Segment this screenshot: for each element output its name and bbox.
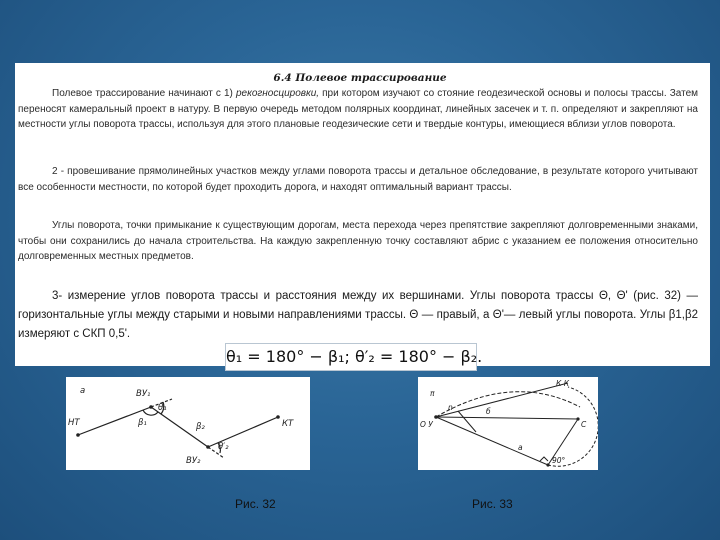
- fig32-point-vu1: [149, 405, 153, 409]
- angle-formula: θ₁ = 180° − β₁; θ′₂ = 180° − β₂.: [225, 343, 477, 371]
- paragraph-reconnaissance-prefix: Полевое трассирование начинают с 1): [52, 88, 236, 99]
- fig33-point-a: [546, 463, 549, 466]
- fig33-right-angle: [540, 457, 548, 461]
- paragraph-reconnaissance-rest: при котором изучают со стояние геодезической основы и полосы трассы. Затем переносят камеральный проект в натуру. В первую очередь методом полярных координат, линейных засечек и т. п. определяют и закрепляют на местности углы поворота трассы, используя для этого плановые геодезические сети и твердые контуры, имеющиеся вблизи углов поворота.: [18, 88, 699, 130]
- fig32-label-vu2: ВУ₂: [186, 456, 201, 466]
- fig32-point-kt: [276, 415, 280, 419]
- caption-figure-33: Рис. 33: [472, 497, 513, 511]
- fig32-label-vu1: ВУ₁: [136, 389, 151, 399]
- paragraph-angle-measurement: 3- измерение углов поворота трассы и расстояния между их вершинами. Углы поворота трассы Θ, Θ' (рис. 32) — горизонтальные углы между старыми и новыми направлениями трассы. Θ — правый, а Θ'— левый углы поворота. Углы β1,β2 измеряют с СКП 0,5'.: [18, 290, 698, 340]
- paragraph-staking: 2 - провешивание прямолинейных участков между углами поворота трассы и детальное обследование, в результате которого учитывают все особенности местности, по которой будет проходить дорога, и находят оптимальный вариант трассы.: [18, 166, 698, 193]
- figure-33: [418, 377, 598, 470]
- fig33-line-middle: [436, 417, 578, 419]
- fig33-label-angle: 90°: [552, 456, 566, 465]
- fig33-label-pi: π: [430, 389, 435, 398]
- fig33-label-a: а: [518, 443, 523, 452]
- fig32-point-vu2: [206, 445, 210, 449]
- fig33-arc-route: [436, 392, 580, 417]
- figure-32: [66, 377, 310, 470]
- fig33-label-n: n: [448, 403, 453, 412]
- fig33-label-ou: О У: [420, 420, 433, 429]
- fig32-point-nt: [76, 433, 80, 437]
- fig33-point-c: [576, 417, 579, 420]
- fig32-label-theta2: θ′₂: [218, 442, 229, 452]
- paragraph-fixing-points: Углы поворота, точки примыкание к существующим дорогам, места перехода через препятствие закрепляют долговременными знаками, чтобы они сохранились до начала строительства. На каждую закрепленную точку составляют абрис с указанием ее положения относительно долговременных местных предметов.: [18, 220, 698, 262]
- figure-33-drawing: [418, 377, 598, 470]
- figure-32-drawing: [66, 377, 310, 470]
- fig33-point-ou: [434, 415, 438, 419]
- fig33-line-upper: [436, 383, 568, 417]
- fig33-line-lower: [436, 417, 548, 465]
- fig32-label-theta1: θ₁: [158, 403, 167, 413]
- section-title: 6.4 Полевое трассирование: [273, 72, 447, 84]
- caption-figure-32: Рис. 32: [235, 497, 276, 511]
- fig32-label-kt: КТ: [282, 419, 294, 429]
- fig33-label-c: С: [581, 420, 587, 429]
- fig33-label-b: б: [486, 407, 491, 416]
- fig32-label-beta2: β₂: [196, 422, 205, 432]
- paragraph-reconnaissance: [18, 86, 698, 133]
- fig33-line-short: [458, 411, 476, 432]
- fig32-label-a: a: [80, 386, 86, 396]
- term-reconnaissance: рекогносцировки,: [235, 88, 320, 99]
- fig32-label-nt: НТ: [68, 418, 80, 428]
- fig33-label-kk: К К: [556, 379, 570, 388]
- fig32-label-beta1: β₁: [138, 418, 147, 428]
